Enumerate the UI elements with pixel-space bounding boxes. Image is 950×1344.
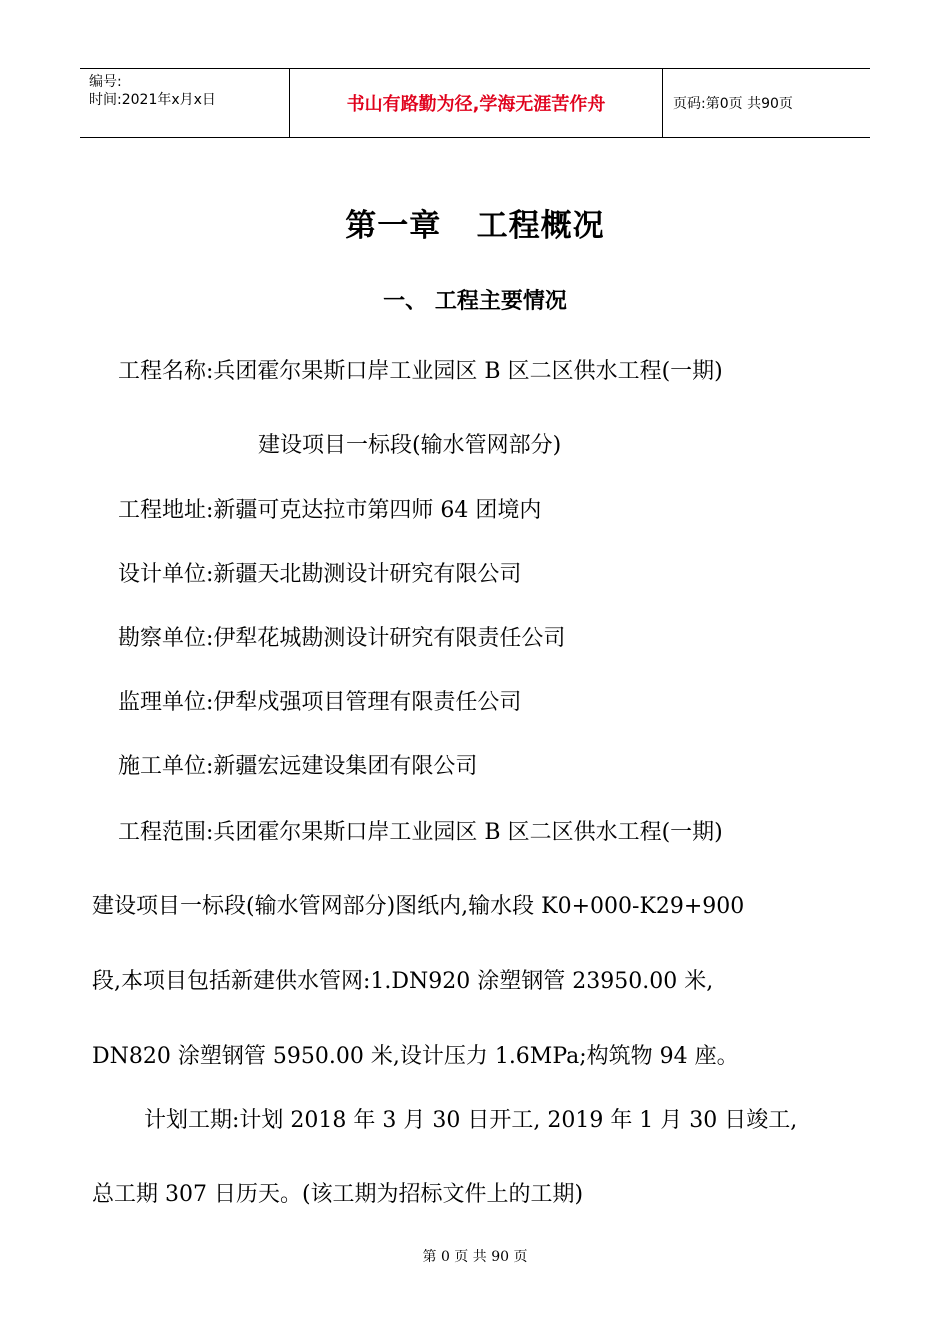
document-date: 时间:2021年x月x日 [89,92,216,108]
project-name-continuation: 建设项目一标段(输水管网部分) [258,433,562,458]
schedule-line-1: 计划工期:计划 2018 年 3 月 30 日开工, 2019 年 1 月 30 日竣工, [144,1108,798,1133]
project-scope-line-2: 建设项目一标段(输水管网部分)图纸内,输水段 K0+000-K29+900 [92,894,745,919]
project-scope-line-1: 工程范围:兵团霍尔果斯口岸工业园区 B 区二区供水工程(一期) [118,820,723,845]
schedule-line-2: 总工期 307 日历天。(该工期为招标文件上的工期) [92,1182,584,1207]
design-unit: 设计单位:新疆天北勘测设计研究有限公司 [118,562,522,587]
document-number-label: 编号: [89,74,122,90]
construction-unit: 施工单位:新疆宏远建设集团有限公司 [118,754,478,779]
project-scope-line-3: 段,本项目包括新建供水管网:1.DN920 涂塑钢管 23950.00 米, [92,969,714,994]
survey-unit: 勘察单位:伊犁花城勘测设计研究有限责任公司 [118,626,566,651]
project-scope-line-4: DN820 涂塑钢管 5950.00 米,设计压力 1.6MPa;构筑物 94 座。 [92,1044,739,1069]
project-name-line: 工程名称:兵团霍尔果斯口岸工业园区 B 区二区供水工程(一期) [118,359,723,384]
page-header [80,68,870,138]
supervision-unit: 监理单位:伊犁戍强项目管理有限责任公司 [118,690,522,715]
page-footer: 第 0 页 共 90 页 [422,1249,528,1265]
section-title: 一、 工程主要情况 [383,289,567,314]
chapter-title: 第一章 工程概况 [345,208,605,244]
header-page-info: 页码:第0页 共90页 [673,96,793,112]
header-meta [80,69,289,137]
header-motto: 书山有路勤为径,学海无涯苦作舟 [289,69,663,137]
project-address: 工程地址:新疆可克达拉市第四师 64 团境内 [118,498,542,523]
